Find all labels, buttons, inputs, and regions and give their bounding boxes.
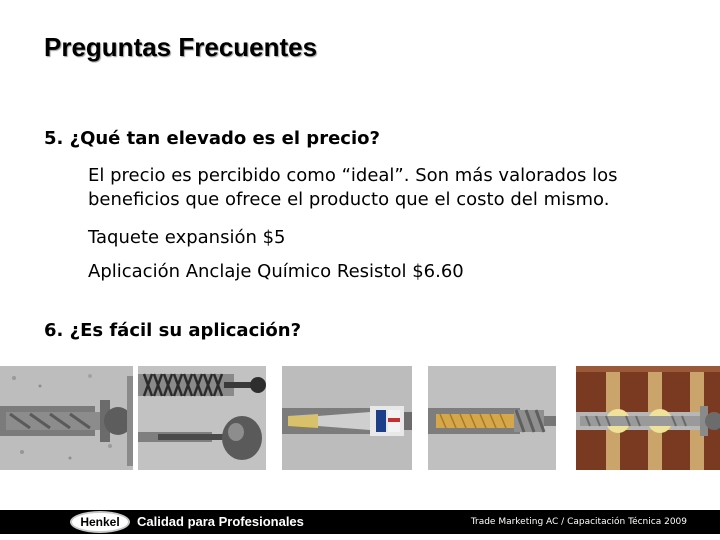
cleaning-hole-photo [138, 366, 266, 470]
slide-title: Preguntas Frecuentes [44, 32, 318, 62]
question-6: 6. ¿Es fácil su aplicación? [44, 320, 302, 341]
injecting-adhesive-photo [282, 366, 412, 470]
price-line-expansion: Taquete expansión $5 [88, 227, 286, 248]
footer-bar [0, 510, 720, 534]
drilling-hole-photo [0, 366, 133, 470]
answer-5-text: El precio es percibido como “ideal”. Son más valorados los beneficios que ofrece el producto que el costo del mismo. [88, 165, 618, 210]
inserting-anchor-photo [428, 366, 556, 470]
henkel-logo: Henkel [70, 511, 130, 533]
footer-credit: Trade Marketing AC / Capacitación Técnica 2009 [470, 517, 687, 527]
anchor-in-brick-photo [576, 366, 720, 470]
question-5: 5. ¿Qué tan elevado es el precio? [44, 128, 380, 149]
price-line-chemical: Aplicación Anclaje Químico Resistol $6.60 [88, 261, 464, 282]
footer-tagline: Calidad para Profesionales [137, 514, 304, 529]
